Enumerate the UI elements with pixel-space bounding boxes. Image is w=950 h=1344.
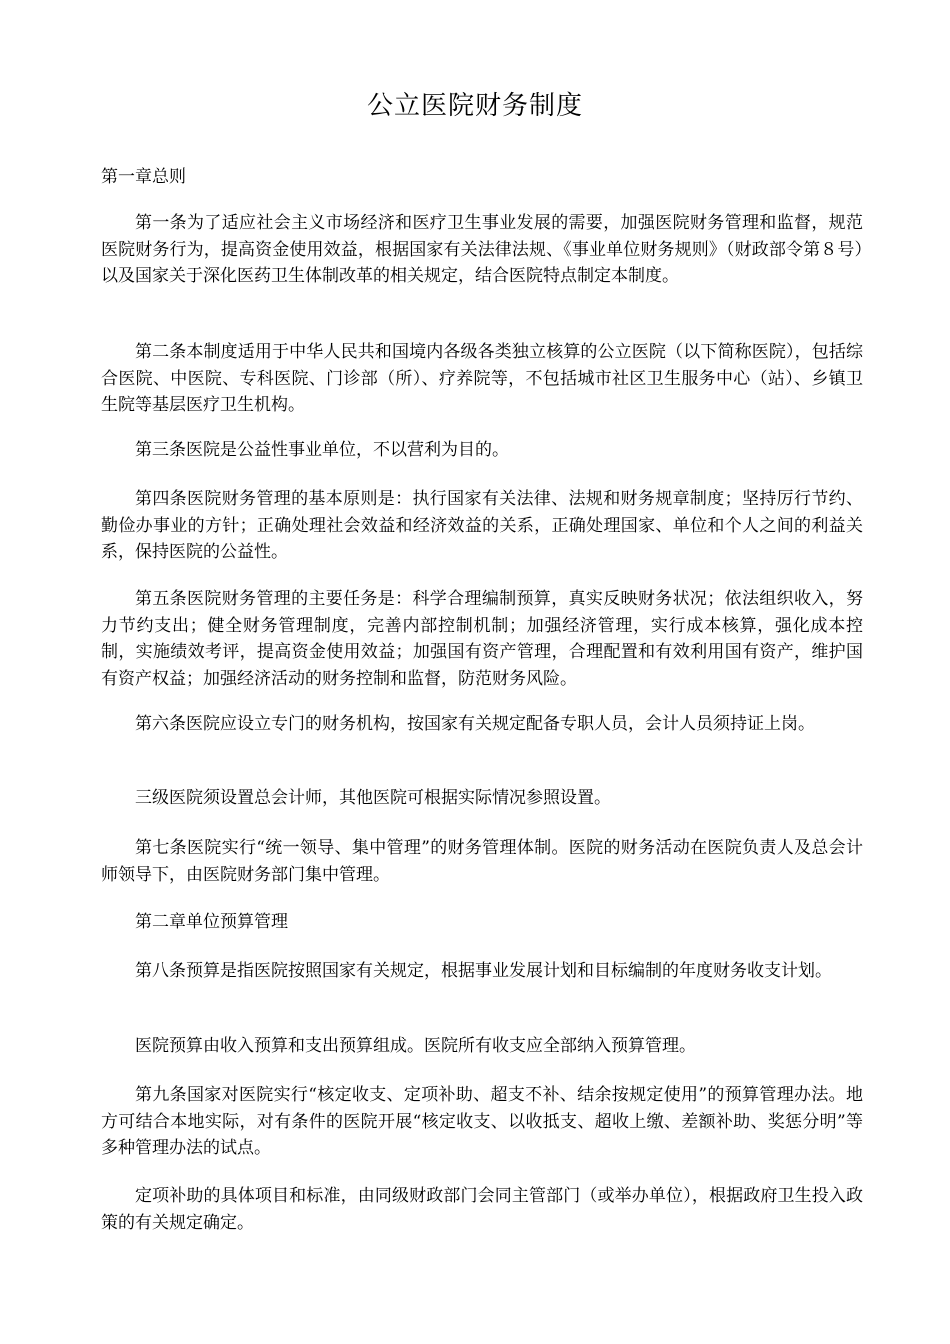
article-3-paragraph: 第三条医院是公益性事业单位，不以营利为目的。 xyxy=(135,440,509,460)
article-6-supplement-paragraph: 三级医院须设置总会计师，其他医院可根据实际情况参照设置。 xyxy=(135,788,611,808)
chapter-2-heading: 第二章单位预算管理 xyxy=(135,912,288,932)
article-6-paragraph: 第六条医院应设立专门的财务机构，按国家有关规定配备专职人员，会计人员须持证上岗。 xyxy=(135,714,815,734)
article-4-paragraph: 第四条医院财务管理的基本原则是：执行国家有关法律、法规和财务规章制度；坚持厉行节约、勤俭办事业的方针；正确处理社会效益和经济效益的关系，正确处理国家、单位和个人之间的利益关系，保持医院的公益性。 xyxy=(101,489,863,562)
article-7-paragraph: 第七条医院实行“统一领导、集中管理”的财务管理体制。医院的财务活动在医院负责人及总会计师领导下，由医院财务部门集中管理。 xyxy=(101,838,863,885)
document-title: 公立医院财务制度 xyxy=(366,91,583,121)
article-8-paragraph: 第八条预算是指医院按照国家有关规定，根据事业发展计划和目标编制的年度财务收支计划。 xyxy=(135,961,832,981)
article-5-paragraph: 第五条医院财务管理的主要任务是：科学合理编制预算，真实反映财务状况；依法组织收入，努力节约支出；健全财务管理制度，完善内部控制机制；加强经济管理，实行成本核算，强化成本控制，实施绩效考评，提高资金使用效益；加强国有资产管理，合理配置和有效利用国有资产，维护国有资产权益；加强经济活动的财务控制和监督，防范财务风险。 xyxy=(101,589,863,689)
article-2-paragraph: 第二条本制度适用于中华人民共和国境内各级各类独立核算的公立医院（以下简称医院），包括综合医院、中医院、专科医院、门诊部（所）、疗养院等，不包括城市社区卫生服务中心（站）、乡镇卫生院等基层医疗卫生机构。 xyxy=(101,342,863,415)
article-9-paragraph: 第九条国家对医院实行“核定收支、定项补助、超支不补、结余按规定使用”的预算管理办法。地方可结合本地实际，对有条件的医院开展“核定收支、以收抵支、超收上缴、差额补助、奖惩分明”等多种管理办法的试点。 xyxy=(101,1085,863,1158)
chapter-1-heading: 第一章总则 xyxy=(101,167,186,187)
article-9-supplement-paragraph: 定项补助的具体项目和标准，由同级财政部门会同主管部门（或举办单位），根据政府卫生投入政策的有关规定确定。 xyxy=(101,1186,863,1233)
article-8-supplement-paragraph: 医院预算由收入预算和支出预算组成。医院所有收支应全部纳入预算管理。 xyxy=(135,1036,696,1056)
article-1-paragraph: 第一条为了适应社会主义市场经济和医疗卫生事业发展的需要，加强医院财务管理和监督，规范医院财务行为，提高资金使用效益，根据国家有关法律法规、《事业单位财务规则》（财政部令第８号）以及国家关于深化医药卫生体制改革的相关规定，结合医院特点制定本制度。 xyxy=(101,213,863,286)
